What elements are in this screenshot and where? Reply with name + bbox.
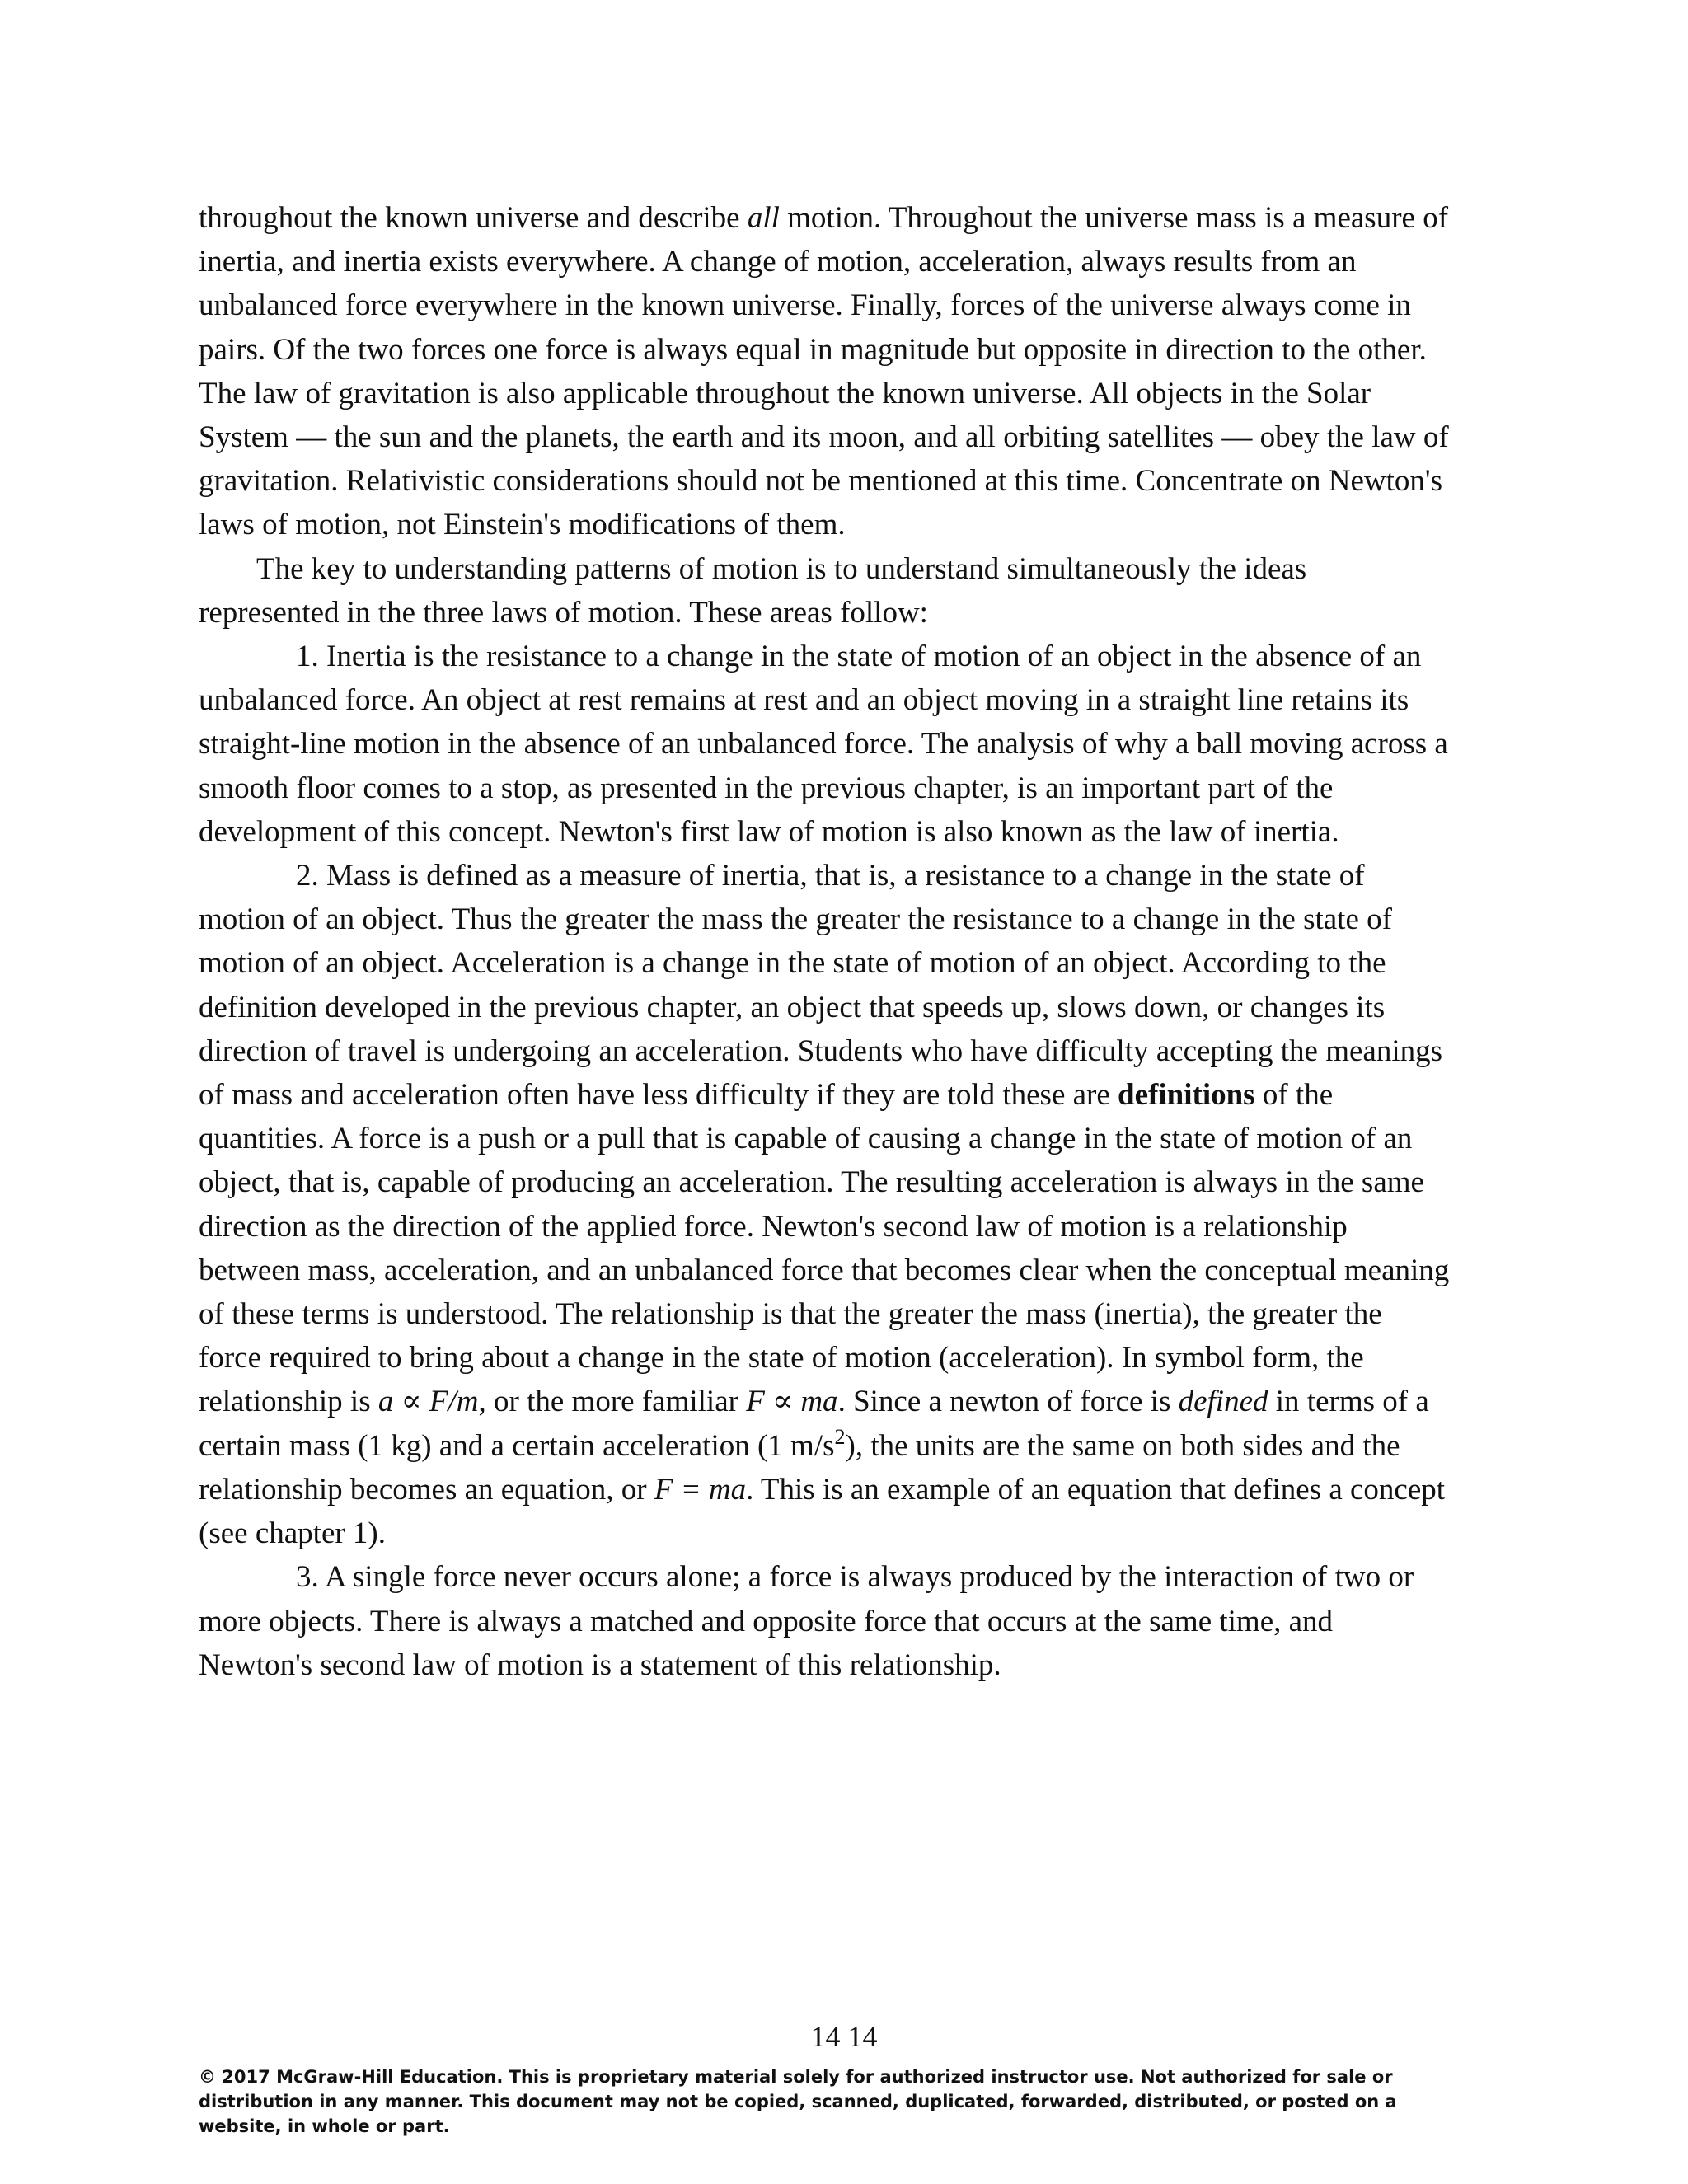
law-2-text-k: ), the units are the same on both sides and the relationship becomes an equation, or [199, 1428, 1400, 1507]
formula-f-prop-ma: F ∝ ma [746, 1385, 838, 1419]
law-2-text-m: . This is an example of an equation that defines a concept (see chapter 1). [199, 1472, 1446, 1551]
paragraph-law-3: 3. A single force never occurs alone; a force is always produced by the interaction of two or more objects. There is always a matched and opposite force that occurs at the same time, and Newton's second law of motion is a statement of this relationship. [199, 1560, 1414, 1682]
copyright-footer [199, 2064, 1484, 2139]
formula-f-equals-ma: F = ma [654, 1472, 747, 1507]
law-2-text-a: 2. Mass is defined as a measure of inertia, that is, a resistance to a change in the state of motion of an object. Thus the greater the mass the greater the resistance to a change in the state of motion of an object. Acceleration is a change in the state of motion of an object. According to the definition developed in the previous chapter, an object that speeds up, slows down, or changes its direction of travel is undergoing an acceleration. Students who have difficulty accepting the meanings of mass and acceleration often have less difficulty if they are told these are [199, 859, 1442, 1113]
formula-a-prop-f-over-m: a ∝ F/m [377, 1385, 479, 1419]
paragraph-law-2 [199, 854, 1451, 1555]
law-2-text-e: , or the more familiar [478, 1385, 747, 1419]
emphasis-defined: defined [1178, 1385, 1268, 1419]
body-text [199, 196, 1451, 1687]
paragraph-2: The key to understanding patterns of motion is to understand simultaneously the ideas represented in the three laws of motion. These areas follow: [199, 551, 1307, 630]
emphasis-all: all [747, 201, 780, 235]
copyright-notice: © 2017 McGraw-Hill Education. This is proprietary material solely for authorized instructor use. Not authorized for sale or distribution in any manner. This document may not be copied, scanned, duplicated, forwarded, distributed, or posted on a website, in whole or part. [199, 2067, 1397, 2136]
bold-definitions: definitions [1118, 1078, 1255, 1113]
paragraph-1-text-a: throughout the known universe and describe [199, 201, 748, 235]
law-2-text-i: in terms of a certain mass (1 kg) and a certain acceleration (1 m/s [199, 1385, 1429, 1463]
law-2-text-g: . Since a newton of force is [837, 1385, 1179, 1419]
superscript-2: 2 [834, 1424, 846, 1449]
paragraph-1 [199, 196, 1451, 547]
page-number: 14 14 [810, 2020, 878, 2053]
paragraph-law-1: 1. Inertia is the resistance to a change in the state of motion of an object in the absence of an unbalanced force. An object at rest remains at rest and an object moving in a straight line retains its straight-line motion in the absence of an unbalanced force. The analysis of why a ball moving across a smooth floor comes to a stop, as presented in the previous chapter, is an important part of the development of this concept. Newton's first law of motion is also known as the law of inertia. [199, 640, 1448, 849]
paragraph-1-text-c: motion. Throughout the universe mass is a measure of inertia, and inertia exists everywhere. A change of motion, acceleration, always results from an unbalanced force everywhere in the known universe. Finally, forces of the universe always come in pairs. Of the two forces one force is always equal in magnitude but opposite in direction to the other. The law of gravitation is also applicable throughout the known universe. All objects in the Solar System — the sun and the planets, the earth and its moon, and all orbiting satellites — obey the law of gravitation. Relativistic considerations should not be mentioned at this time. Concentrate on Newton's laws of motion, not Einstein's modifications of them. [199, 201, 1449, 542]
law-2-text-c: of the quantities. A force is a push or a pull that is capable of causing a change in the state of motion of an object, that is, capable of producing an acceleration. The resulting acceleration is always in the same direction as the direction of the applied force. Newton's second law of motion is a relationship between mass, acceleration, and an unbalanced force that becomes clear when the conceptual meaning of these terms is understood. The relationship is that the greater the mass (inertia), the greater the force required to bring about a change in the state of motion (acceleration). In symbol form, the relationship is [199, 1078, 1450, 1419]
